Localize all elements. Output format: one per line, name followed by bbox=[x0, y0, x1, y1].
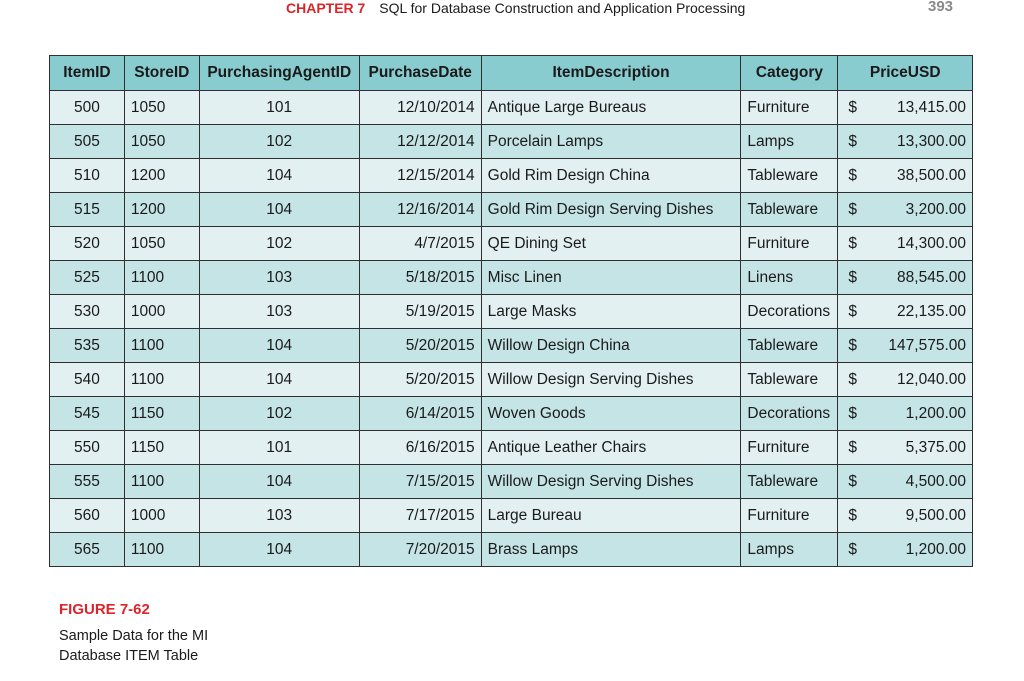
table-row bbox=[50, 125, 973, 159]
cell-storeid: 1100 bbox=[124, 465, 199, 499]
column-header-purchasedate: PurchaseDate bbox=[359, 56, 481, 91]
currency-symbol: $ bbox=[848, 234, 858, 252]
table-body bbox=[50, 91, 973, 567]
table-row bbox=[50, 533, 973, 567]
column-header-storeid: StoreID bbox=[124, 56, 199, 91]
cell-purchasingagentid: 104 bbox=[199, 193, 359, 227]
currency-symbol: $ bbox=[848, 540, 858, 558]
table-row bbox=[50, 465, 973, 499]
cell-category: Lamps bbox=[741, 533, 838, 567]
price-amount: 1,200.00 bbox=[905, 540, 966, 558]
cell-purchasingagentid: 104 bbox=[199, 533, 359, 567]
currency-symbol: $ bbox=[848, 336, 858, 354]
cell-storeid: 1150 bbox=[124, 397, 199, 431]
price-amount: 13,300.00 bbox=[897, 132, 966, 150]
price-amount: 147,575.00 bbox=[888, 336, 966, 354]
currency-symbol: $ bbox=[848, 98, 858, 116]
cell-priceusd bbox=[838, 91, 973, 125]
cell-priceusd bbox=[838, 193, 973, 227]
cell-category: Furniture bbox=[741, 91, 838, 125]
cell-purchasingagentid: 101 bbox=[199, 431, 359, 465]
cell-purchasedate: 12/16/2014 bbox=[359, 193, 481, 227]
cell-storeid: 1000 bbox=[124, 295, 199, 329]
table-row bbox=[50, 431, 973, 465]
cell-priceusd bbox=[838, 295, 973, 329]
price-amount: 88,545.00 bbox=[897, 268, 966, 286]
cell-storeid: 1100 bbox=[124, 329, 199, 363]
cell-purchasingagentid: 102 bbox=[199, 227, 359, 261]
price-amount: 1,200.00 bbox=[905, 404, 966, 422]
table-header-row bbox=[50, 56, 973, 91]
table-row bbox=[50, 363, 973, 397]
cell-priceusd bbox=[838, 329, 973, 363]
cell-itemid: 530 bbox=[50, 295, 125, 329]
table-row bbox=[50, 499, 973, 533]
cell-category: Decorations bbox=[741, 295, 838, 329]
cell-storeid: 1100 bbox=[124, 533, 199, 567]
figure-caption bbox=[59, 626, 279, 666]
cell-purchasedate: 7/17/2015 bbox=[359, 499, 481, 533]
cell-itemdescription: Gold Rim Design Serving Dishes bbox=[481, 193, 741, 227]
cell-purchasedate: 5/18/2015 bbox=[359, 261, 481, 295]
cell-itemdescription: Large Bureau bbox=[481, 499, 741, 533]
cell-purchasingagentid: 102 bbox=[199, 125, 359, 159]
cell-itemdescription: Woven Goods bbox=[481, 397, 741, 431]
price-amount: 13,415.00 bbox=[897, 98, 966, 116]
table-row bbox=[50, 397, 973, 431]
cell-storeid: 1000 bbox=[124, 499, 199, 533]
cell-itemid: 545 bbox=[50, 397, 125, 431]
cell-itemid: 555 bbox=[50, 465, 125, 499]
price-amount: 14,300.00 bbox=[897, 234, 966, 252]
cell-itemid: 510 bbox=[50, 159, 125, 193]
cell-purchasingagentid: 103 bbox=[199, 295, 359, 329]
cell-itemdescription: Willow Design Serving Dishes bbox=[481, 363, 741, 397]
cell-itemdescription: Large Masks bbox=[481, 295, 741, 329]
cell-storeid: 1200 bbox=[124, 193, 199, 227]
cell-priceusd bbox=[838, 125, 973, 159]
cell-itemid: 505 bbox=[50, 125, 125, 159]
cell-priceusd bbox=[838, 465, 973, 499]
cell-itemdescription: Willow Design Serving Dishes bbox=[481, 465, 741, 499]
cell-purchasingagentid: 103 bbox=[199, 261, 359, 295]
cell-storeid: 1050 bbox=[124, 125, 199, 159]
currency-symbol: $ bbox=[848, 370, 858, 388]
currency-symbol: $ bbox=[848, 200, 858, 218]
currency-symbol: $ bbox=[848, 302, 858, 320]
price-amount: 9,500.00 bbox=[905, 506, 966, 524]
cell-storeid: 1100 bbox=[124, 363, 199, 397]
cell-purchasingagentid: 102 bbox=[199, 397, 359, 431]
cell-priceusd bbox=[838, 499, 973, 533]
cell-priceusd bbox=[838, 363, 973, 397]
cell-storeid: 1150 bbox=[124, 431, 199, 465]
cell-category: Lamps bbox=[741, 125, 838, 159]
table-row bbox=[50, 227, 973, 261]
cell-storeid: 1200 bbox=[124, 159, 199, 193]
table-row bbox=[50, 193, 973, 227]
cell-category: Tableware bbox=[741, 363, 838, 397]
cell-category: Decorations bbox=[741, 397, 838, 431]
cell-purchasedate: 7/15/2015 bbox=[359, 465, 481, 499]
figure-caption-line: Database ITEM Table bbox=[59, 648, 199, 664]
cell-itemid: 540 bbox=[50, 363, 125, 397]
cell-itemid: 560 bbox=[50, 499, 125, 533]
cell-category: Furniture bbox=[741, 431, 838, 465]
cell-purchasedate: 5/19/2015 bbox=[359, 295, 481, 329]
price-amount: 38,500.00 bbox=[897, 166, 966, 184]
column-header-category: Category bbox=[741, 56, 838, 91]
cell-purchasedate: 12/15/2014 bbox=[359, 159, 481, 193]
cell-itemdescription: Porcelain Lamps bbox=[481, 125, 741, 159]
cell-storeid: 1100 bbox=[124, 261, 199, 295]
running-head bbox=[286, 0, 745, 16]
price-amount: 3,200.00 bbox=[905, 200, 966, 218]
figure-caption-line: Sample Data for the MI bbox=[59, 628, 209, 644]
cell-itemdescription: Brass Lamps bbox=[481, 533, 741, 567]
figure-label: FIGURE 7-62 bbox=[59, 601, 150, 618]
cell-purchasedate: 5/20/2015 bbox=[359, 329, 481, 363]
chapter-label: CHAPTER 7 bbox=[286, 0, 366, 16]
cell-itemdescription: Misc Linen bbox=[481, 261, 741, 295]
column-header-purchasingagentid: PurchasingAgentID bbox=[199, 56, 359, 91]
table-row bbox=[50, 261, 973, 295]
cell-purchasingagentid: 101 bbox=[199, 91, 359, 125]
price-amount: 12,040.00 bbox=[897, 370, 966, 388]
cell-itemid: 500 bbox=[50, 91, 125, 125]
cell-purchasedate: 6/14/2015 bbox=[359, 397, 481, 431]
currency-symbol: $ bbox=[848, 404, 858, 422]
chapter-title: SQL for Database Construction and Application Processing bbox=[379, 0, 746, 16]
cell-category: Tableware bbox=[741, 159, 838, 193]
currency-symbol: $ bbox=[848, 472, 858, 490]
cell-category: Tableware bbox=[741, 193, 838, 227]
cell-storeid: 1050 bbox=[124, 91, 199, 125]
cell-purchasedate: 5/20/2015 bbox=[359, 363, 481, 397]
page-number: 393 bbox=[928, 0, 954, 15]
cell-category: Tableware bbox=[741, 329, 838, 363]
cell-itemid: 515 bbox=[50, 193, 125, 227]
price-amount: 5,375.00 bbox=[905, 438, 966, 456]
table-row bbox=[50, 91, 973, 125]
cell-purchasingagentid: 103 bbox=[199, 499, 359, 533]
cell-priceusd bbox=[838, 159, 973, 193]
cell-purchasedate: 12/12/2014 bbox=[359, 125, 481, 159]
cell-purchasedate: 7/20/2015 bbox=[359, 533, 481, 567]
currency-symbol: $ bbox=[848, 268, 858, 286]
cell-purchasingagentid: 104 bbox=[199, 159, 359, 193]
cell-itemdescription: Gold Rim Design China bbox=[481, 159, 741, 193]
table-row bbox=[50, 295, 973, 329]
cell-priceusd bbox=[838, 431, 973, 465]
cell-priceusd bbox=[838, 227, 973, 261]
cell-itemdescription: Willow Design China bbox=[481, 329, 741, 363]
cell-itemdescription: QE Dining Set bbox=[481, 227, 741, 261]
cell-itemid: 550 bbox=[50, 431, 125, 465]
item-table bbox=[49, 55, 973, 567]
column-header-priceusd: PriceUSD bbox=[838, 56, 973, 91]
cell-purchasingagentid: 104 bbox=[199, 363, 359, 397]
cell-purchasedate: 6/16/2015 bbox=[359, 431, 481, 465]
table-row bbox=[50, 329, 973, 363]
cell-itemdescription: Antique Large Bureaus bbox=[481, 91, 741, 125]
cell-priceusd bbox=[838, 397, 973, 431]
cell-storeid: 1050 bbox=[124, 227, 199, 261]
column-header-itemdescription: ItemDescription bbox=[481, 56, 741, 91]
cell-itemid: 535 bbox=[50, 329, 125, 363]
currency-symbol: $ bbox=[848, 506, 858, 524]
cell-purchasedate: 12/10/2014 bbox=[359, 91, 481, 125]
table-row bbox=[50, 159, 973, 193]
cell-purchasedate: 4/7/2015 bbox=[359, 227, 481, 261]
cell-purchasingagentid: 104 bbox=[199, 465, 359, 499]
column-header-itemid: ItemID bbox=[50, 56, 125, 91]
cell-itemid: 520 bbox=[50, 227, 125, 261]
currency-symbol: $ bbox=[848, 132, 858, 150]
currency-symbol: $ bbox=[848, 166, 858, 184]
cell-priceusd bbox=[838, 261, 973, 295]
price-amount: 4,500.00 bbox=[905, 472, 966, 490]
cell-category: Tableware bbox=[741, 465, 838, 499]
cell-itemid: 565 bbox=[50, 533, 125, 567]
cell-priceusd bbox=[838, 533, 973, 567]
cell-itemid: 525 bbox=[50, 261, 125, 295]
cell-category: Furniture bbox=[741, 499, 838, 533]
cell-purchasingagentid: 104 bbox=[199, 329, 359, 363]
cell-category: Linens bbox=[741, 261, 838, 295]
cell-category: Furniture bbox=[741, 227, 838, 261]
cell-itemdescription: Antique Leather Chairs bbox=[481, 431, 741, 465]
currency-symbol: $ bbox=[848, 438, 858, 456]
price-amount: 22,135.00 bbox=[897, 302, 966, 320]
